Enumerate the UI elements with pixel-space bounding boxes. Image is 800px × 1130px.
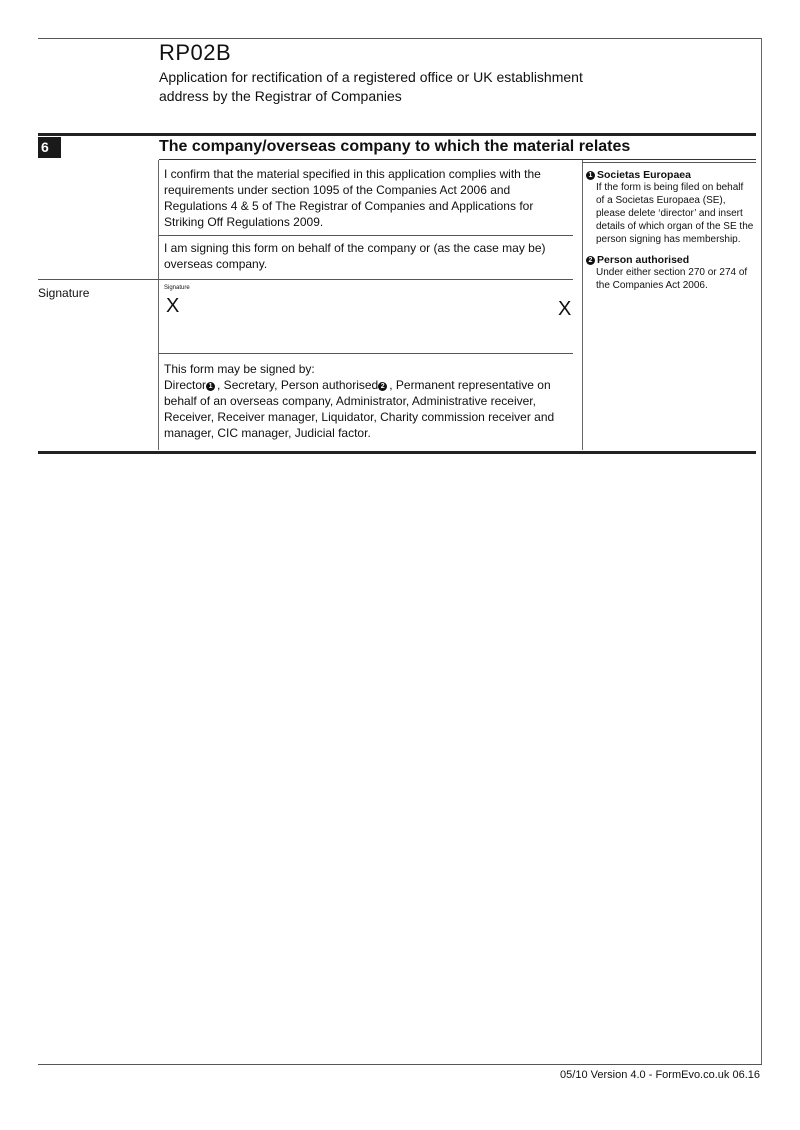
- signed-by-heading: This form may be signed by:: [164, 362, 315, 376]
- right-page-edge: [761, 38, 762, 1065]
- signed-by-list: [164, 377, 576, 441]
- notes-top-rule: [582, 162, 756, 163]
- signed-by-info: [164, 361, 576, 441]
- signed-by-part2: , Secretary, Person authorised: [217, 378, 379, 392]
- signature-side-label: Signature: [38, 286, 90, 300]
- signed-by-part1: Director: [164, 378, 207, 392]
- signed-by-part3: , Permanent representative on behalf of an overseas company, Administrator, Administrative receiver, Receiver, Receiver manager, Liquidator, Charity commission receiver and manager, CIC manager, Judicial factor.: [164, 378, 555, 440]
- form-code: RP02B: [159, 40, 232, 65]
- footnote-2-marker: 2: [378, 382, 387, 391]
- note-1-heading: Societas Europaea: [597, 169, 691, 181]
- section-top-rule: [38, 133, 756, 136]
- note-1-body: If the form is being filed on behalf of a Societas Europaea (SE), please delete ‘director’ and insert details of which organ of the SE the person signing has membership.: [596, 182, 754, 245]
- section-title-underline: [159, 159, 756, 160]
- confirmation-statement: I confirm that the material specified in this application complies with the requirements under section 1095 of the Companies Act 2006 and Regulations 4 & 5 of The Registrar of Companies and Applications for Striking Off Regulations 2009.: [164, 167, 541, 229]
- signing-statement: I am signing this form on behalf of the company or (as the case may be) overseas company.: [164, 241, 546, 271]
- signature-box[interactable]: [159, 280, 573, 353]
- divider-1: [159, 235, 573, 236]
- note-2-heading: Person authorised: [597, 254, 690, 266]
- footnote-1-marker: 1: [206, 382, 215, 391]
- note-2: [586, 254, 754, 292]
- section-title: The company/overseas company to which the material relates: [159, 138, 631, 155]
- top-rule: [38, 38, 762, 39]
- signature-field-label: Signature: [164, 285, 190, 291]
- section-number-badge: 6: [38, 137, 61, 158]
- form-title: Application for rectification of a registered office or UK establishment address by the Registrar of Companies: [159, 69, 583, 104]
- signature-start-mark: X: [166, 295, 180, 317]
- section-bottom-rule: [38, 451, 756, 454]
- main-column-right-border: [582, 160, 583, 450]
- note-2-body: Under either section 270 or 274 of the Companies Act 2006.: [596, 267, 748, 291]
- footer-version: 05/10 Version 4.0 - FormEvo.co.uk 06.16: [560, 1069, 760, 1081]
- note-1-number: 1: [586, 171, 595, 180]
- signature-end-mark: X: [558, 298, 572, 320]
- note-2-number: 2: [586, 256, 595, 265]
- divider-3: [159, 353, 573, 354]
- notes-panel: [586, 169, 754, 292]
- bottom-rule: [38, 1064, 762, 1065]
- note-1: [586, 169, 754, 246]
